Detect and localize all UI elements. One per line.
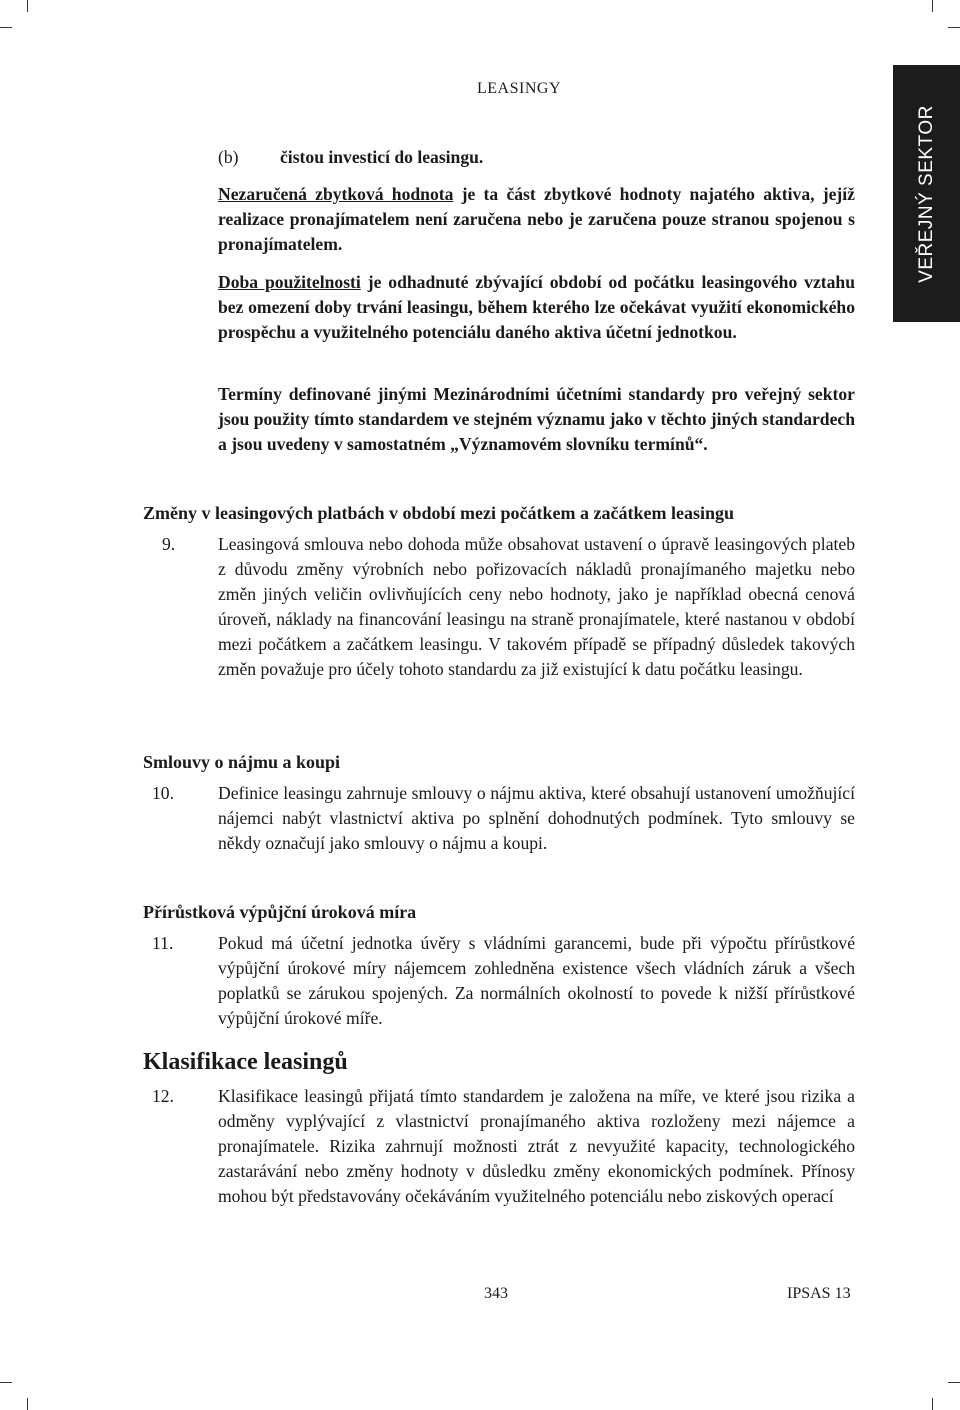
- defined-term: Nezaručená zbytková hodnota: [218, 184, 454, 204]
- crop-mark: [0, 27, 12, 28]
- definition-text: je ta část zbytkové hodnoty najatého aktiva, jejíž realizace pronajímatelem není zaručena nebo je zaručena pouze stranou spojenou s pronajímatelem.: [218, 184, 855, 254]
- definition-text: Termíny definované jinými Mezinárodními účetními standardy pro veřejný sektor jsou použity tímto standardem ve stejném významu jako v těchto jiných standardech a jsou uvedeny v samostatném „Významovém slovníku termínů“.: [218, 384, 855, 454]
- definition-unguaranteed-residual: [218, 182, 855, 257]
- section-heading-hire: Smlouvy o nájmu a koupi: [143, 752, 341, 772]
- definition-text: je odhadnuté zbývající období od počátku leasingového vztahu bez omezení doby trvání leasingu, během kterého lze očekávat využití ekonomického prospěchu a využitelného potenciálu daného aktiva účetní jednotkou.: [218, 272, 855, 342]
- paragraph-11: Pokud má účetní jednotka úvěry s vládními garancemi, bude při výpočtu přírůstkové výpůjční úrokové míry nájemcem zohledněna existence všech vládních záruk a všech poplatků se zárukou spojených. Za normálních okolností to povede k nižší přírůstkové výpůjční úrokové míře.: [218, 933, 855, 1028]
- crop-mark: [948, 27, 960, 28]
- paragraph-12: Klasifikace leasingů přijatá tímto standardem je založena na míře, ve které jsou rizika a odměny vyplývající z vlastnictví pronajímaného aktiva rozloženy mezi nájemce a pronajímatele. Rizika zahrnují možnosti ztrát z nevyužité kapacity, technologického zastarávání nebo změny hodnoty v důsledku změny ekonomických podmínek. Přínosy mohou být představovány očekáváním využitelného potenciálu nebo ziskových operací: [218, 1086, 855, 1206]
- side-tab: [893, 65, 960, 322]
- page-number: 343: [484, 1285, 508, 1302]
- paragraph-9: Leasingová smlouva nebo dohoda může obsahovat ustavení o úpravě leasingových plateb z důvodu změny výrobních nebo pořizovacích nákladů pronajímaného majetku nebo změn jiných veličin ovlivňujících ceny nebo hodnoty, jako je například obecná cenová úroveň, náklady na financování leasingu na straně pronajímatele, které nastanou v období mezi počátkem a začátkem leasingu. V takovém případě se případný důsledek takových změn považuje pro účely tohoto standardu za již existující k datu počátku leasingu.: [218, 534, 855, 679]
- paragraph-number: 9.: [162, 534, 176, 554]
- paragraph-number: 10.: [152, 783, 174, 803]
- crop-mark: [27, 1398, 28, 1410]
- crop-mark: [932, 0, 933, 12]
- section-heading-classification: Klasifikace leasingů: [143, 1049, 348, 1075]
- side-tab-label: VEŘEJNÝ SEKTOR: [915, 104, 937, 283]
- section-heading-rate: Přírůstková výpůjční úroková míra: [143, 902, 417, 922]
- item-b-label: (b): [218, 147, 239, 167]
- paragraph-10: Definice leasingu zahrnuje smlouvy o nájmu aktiva, které obsahují ustanovení umožňující nájemci nabýt vlastnictví aktiva po splnění dohodnutých podmínek. Tyto smlouvy se někdy označují jako smlouvy o nájmu a koupi.: [218, 783, 855, 853]
- standard-label: IPSAS 13: [787, 1285, 851, 1302]
- running-header: LEASINGY: [477, 80, 561, 97]
- crop-mark: [932, 1398, 933, 1410]
- definition-useful-life: [218, 270, 855, 345]
- paragraph-number: 12.: [152, 1086, 174, 1106]
- crop-mark: [27, 0, 28, 12]
- crop-mark: [948, 1382, 960, 1383]
- defined-term: Doba použitelnosti: [218, 272, 361, 292]
- definition-other-terms: [218, 382, 855, 457]
- item-b-text: čistou investicí do leasingu.: [280, 147, 484, 167]
- paragraph-number: 11.: [152, 933, 174, 953]
- crop-mark: [0, 1382, 12, 1383]
- section-heading-changes: Změny v leasingových platbách v období mezi počátkem a začátkem leasingu: [143, 503, 735, 523]
